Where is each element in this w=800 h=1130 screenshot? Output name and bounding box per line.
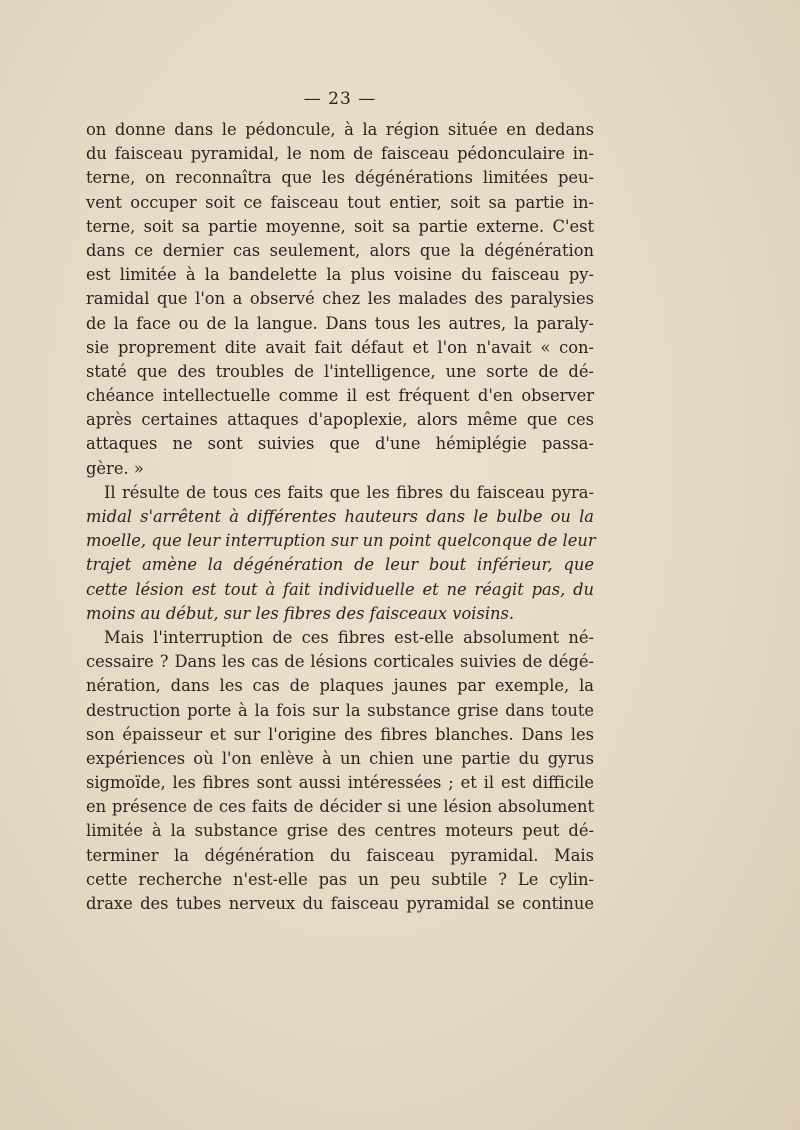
text-line: de la face ou de la langue. Dans tous les autres, la paraly- bbox=[86, 313, 594, 333]
body-text bbox=[86, 118, 594, 916]
text-line: trajet amène la dégénération de leur bout inférieur, que bbox=[86, 555, 594, 575]
text-line: du faisceau pyramidal, le nom de faisceau pédonculaire in- bbox=[86, 144, 594, 164]
text-line: terminer la dégénération du faisceau pyramidal. Mais bbox=[86, 845, 594, 865]
text-line: moins au début, sur les fibres des faisceaux voisins. bbox=[86, 603, 515, 623]
text-line: expériences où l'on enlève à un chien une partie du gyrus bbox=[86, 748, 594, 768]
text-line: son épaisseur et sur l'origine des fibres blanches. Dans les bbox=[86, 724, 594, 744]
text-line: dans ce dernier cas seulement, alors que la dégénération bbox=[86, 240, 594, 260]
text-line: terne, on reconnaîtra que les dégénérations limitées peu- bbox=[86, 168, 594, 188]
page-number: — 23 — bbox=[303, 89, 377, 109]
text-line: cessaire ? Dans les cas de lésions corticales suivies de dégé- bbox=[86, 652, 594, 672]
text-line: cette recherche n'est-elle pas un peu subtile ? Le cylin- bbox=[86, 869, 594, 889]
text-line: sie proprement dite avait fait défaut et l'on n'avait « con- bbox=[86, 337, 594, 357]
text-line: gère. » bbox=[86, 458, 144, 478]
text-line: Il résulte de tous ces faits que les fibres du faisceau pyra- bbox=[104, 482, 594, 502]
text-line: en présence de ces faits de décider si une lésion absolument bbox=[86, 797, 594, 817]
text-line: limitée à la substance grise des centres moteurs peut dé- bbox=[86, 821, 594, 841]
text-line: moelle, que leur interruption sur un point quelconque de leur bbox=[86, 531, 596, 551]
text-line: staté que des troubles de l'intelligence, une sorte de dé- bbox=[86, 361, 594, 381]
text-line: cette lésion est tout à fait individuelle et ne réagit pas, du bbox=[86, 579, 594, 599]
text-line: ramidal que l'on a observé chez les malades des paralysies bbox=[86, 289, 594, 309]
text-line: après certaines attaques d'apoplexie, alors même que ces bbox=[86, 410, 594, 430]
text-line: on donne dans le pédoncule, à la région située en dedans bbox=[86, 120, 594, 139]
text-line: vent occuper soit ce faisceau tout entier, soit sa partie in- bbox=[86, 192, 594, 212]
text-line: sigmoïde, les fibres sont aussi intéressées ; et il est difficile bbox=[86, 773, 594, 793]
text-line: Mais l'interruption de ces fibres est-elle absolument né- bbox=[104, 627, 594, 647]
text-line: nération, dans les cas de plaques jaunes par exemple, la bbox=[86, 676, 594, 696]
text-line: midal s'arrêtent à différentes hauteurs dans le bulbe ou la bbox=[86, 507, 594, 526]
text-line: terne, soit sa partie moyenne, soit sa partie externe. C'est bbox=[86, 216, 594, 236]
text-line: draxe des tubes nerveux du faisceau pyramidal se continue bbox=[86, 894, 594, 913]
text-line: attaques ne sont suivies que d'une hémiplégie passa- bbox=[86, 434, 594, 454]
text-line: destruction porte à la fois sur la substance grise dans toute bbox=[86, 700, 594, 720]
text-line: chéance intellectuelle comme il est fréquent d'en observer bbox=[86, 386, 594, 406]
text-line: est limitée à la bandelette la plus voisine du faisceau py- bbox=[86, 265, 594, 285]
